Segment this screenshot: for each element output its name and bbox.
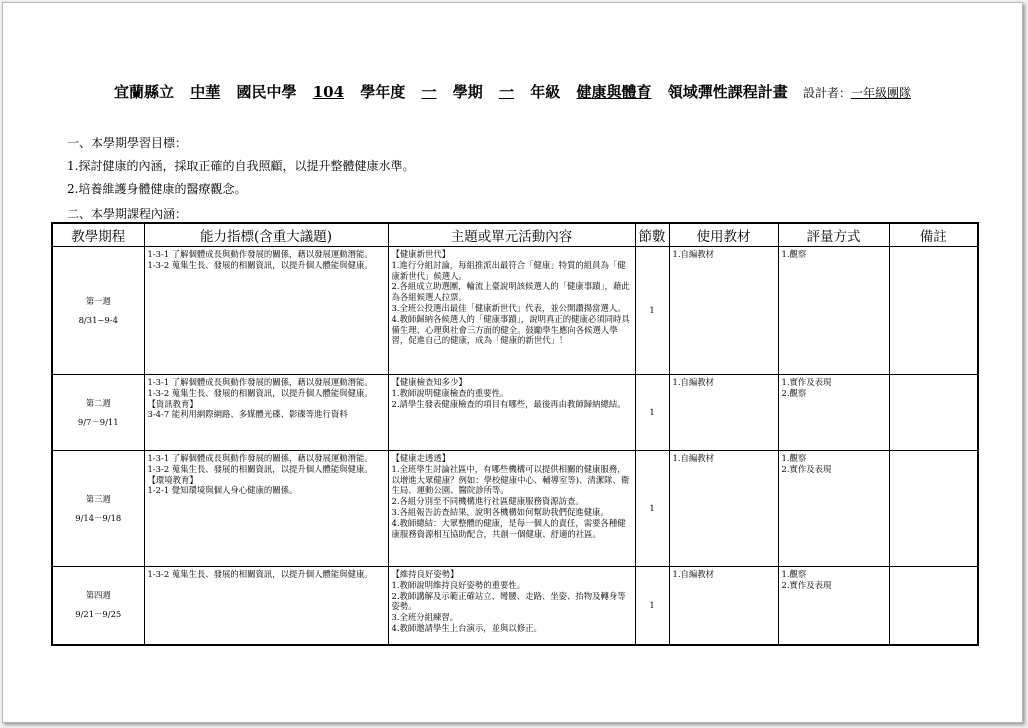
date-range: 8/31~9-4 (78, 314, 118, 325)
table-row (52, 375, 978, 451)
title-year-label: 學年度 (360, 83, 406, 101)
date-range: 9/14－9/18 (75, 512, 122, 523)
table-row (52, 451, 978, 567)
activity-line: 2.各組成立助選團，輪流上臺說明該候選人的「健康事蹟」，藉此為各組候選人拉票。 (391, 281, 630, 303)
indicator-line: 1-3-2 蒐集生長、發展的相關資訊，以提升個人體能與健康。 (147, 259, 373, 270)
sessions-cell: 1 (635, 451, 669, 567)
notes-cell (889, 451, 978, 567)
title-semester: 一 (421, 83, 437, 101)
materials-text: 1.自編教材 (672, 569, 714, 579)
header-notes: 備註 (889, 223, 978, 247)
indicator-line: 1-3-2 蒐集生長、發展的相關資訊，以提升個人體能與健康。 (147, 387, 373, 398)
header-period: 教學期程 (52, 223, 144, 247)
sessions-cell: 1 (635, 567, 669, 645)
document-page (2, 2, 1023, 723)
period-cell (52, 451, 144, 567)
activity-line: 【健康檢查知多少】 (391, 377, 467, 387)
goals-heading: 一、本學期學習目標： (67, 136, 188, 150)
period-cell (52, 567, 144, 645)
activity-line: 1.全班學生討論社區中，有哪些機構可以提供相關的健康服務，以增進大眾健康？例如：學校健康中心、輔導室等)、清潔隊、衛生局、運動公園、醫院診所等。 (391, 463, 630, 496)
indicator-line: 1-3-1 了解個體成長與動作發展的關係，藉以發展運動潛能。 (147, 377, 373, 387)
assessment-line: 1.觀察 (781, 453, 807, 463)
activity-line: 【維持良好姿勢】 (391, 569, 459, 579)
plan-title (3, 81, 1022, 102)
sessions-cell: 1 (635, 375, 669, 451)
activity-line: 4.教師邀請學生上台演示，並與以修正。 (391, 622, 542, 633)
title-school-type: 國民中學 (236, 83, 297, 101)
assessment-cell (778, 451, 889, 567)
date-range: 9/21－9/25 (75, 609, 122, 620)
date-range: 9/7－9/11 (77, 416, 119, 427)
materials-text: 1.自編教材 (672, 249, 714, 259)
activity-line: 4.教師歸納各候選人的「健康事蹟」，說明真正的健康必須同時具備生理、心理與社會三方面的健全。鼓勵學生應向各候選人學習，促進自己的健康，成為「健康的新世代」！ (391, 313, 630, 346)
assessment-line: 1.觀察 (781, 569, 807, 579)
activity-line: 4.教師總結：大眾整體的健康，是每一個人的責任，需要各種健康服務資源相互協助配合，共創一個健康、舒適的社區。 (391, 517, 626, 539)
indicators-cell (144, 375, 388, 451)
assessment-cell (778, 567, 889, 645)
activity-line: 2.教師講解及示範正確站立、彎腰、走路、坐姿、抬物及轉身等姿勢。 (391, 590, 626, 612)
activity-line: 1.教師說明維持良好姿勢的重要性。 (391, 579, 526, 590)
assessment-line: 2.實作及表現 (781, 463, 832, 474)
designer-name: 一年級團隊 (851, 86, 912, 100)
table-header-row (52, 223, 978, 247)
course-plan-table (51, 222, 979, 646)
designer-label: 設計者： (803, 86, 852, 100)
activities-cell (388, 451, 635, 567)
notes-cell (889, 567, 978, 645)
assessment-line: 2.觀察 (781, 387, 807, 398)
header-activities: 主題或單元活動內容 (388, 223, 635, 247)
header-indicators: 能力指標(含重大議題) (144, 223, 388, 247)
goal-item: 2.培養維護身體健康的醫療觀念。 (67, 182, 247, 196)
title-year: 104 (312, 83, 345, 101)
activity-line: 【健康新世代】 (391, 249, 451, 259)
period-cell (52, 375, 144, 451)
designer (803, 86, 911, 100)
activities-cell (388, 375, 635, 451)
indicator-line: 1-3-1 了解個體成長與動作發展的關係，藉以發展運動潛能。 (147, 249, 373, 259)
header-sessions: 節數 (635, 223, 669, 247)
indicator-line: 3-4-7 能利用網際網路、多媒體光碟、影碟等進行資料 (147, 409, 348, 420)
title-grade: 一 (499, 83, 515, 101)
assessment-cell (778, 375, 889, 451)
activity-line: 3.各組報告訪查結果，說明各機構如何幫助我們促進健康。 (391, 506, 609, 517)
period-cell (52, 247, 144, 375)
header-materials: 使用教材 (669, 223, 778, 247)
title-semester-label: 學期 (452, 83, 483, 101)
indicator-line: 【資訊教育】 (147, 398, 198, 409)
indicators-cell (144, 567, 388, 645)
activity-line: 【健康走透透】 (391, 453, 451, 463)
activity-line: 1.進行分組討論，每組推派出最符合「健康」特質的組員為「健康新世代」候選人。 (391, 259, 626, 281)
indicators-cell (144, 451, 388, 567)
notes-cell (889, 375, 978, 451)
week-label: 第一週 (85, 295, 111, 306)
assessment-line: 1.實作及表現 (781, 377, 832, 387)
indicator-line: 1-3-2 蒐集生長、發展的相關資訊，以提升個人體能與健康。 (147, 463, 373, 474)
content-heading: 二、本學期課程內涵： (67, 207, 188, 221)
indicators-cell (144, 247, 388, 375)
indicator-line: 1-3-2 蒐集生長、發展的相關資訊，以提升個人體能與健康。 (147, 569, 373, 579)
table-row (52, 247, 978, 375)
title-county: 宜蘭縣立 (113, 83, 174, 101)
table-row (52, 567, 978, 645)
activity-line: 3.全班分組練習。 (391, 612, 459, 623)
materials-cell (669, 375, 778, 451)
title-grade-label: 年級 (530, 83, 561, 101)
notes-cell (889, 247, 978, 375)
activity-line: 2.請學生發表健康檢查的項目有哪些，最後再由教師歸納總結。 (391, 398, 626, 409)
activity-line: 2.各組分別至不同機構進行社區健康服務資源訪查。 (391, 496, 584, 507)
materials-text: 1.自編教材 (672, 377, 714, 387)
indicator-line: 1-2-1 覺知環境與個人身心健康的關係。 (147, 485, 298, 496)
materials-cell (669, 247, 778, 375)
title-domain: 健康與體育 (576, 83, 652, 101)
title-school-name: 中華 (190, 83, 221, 101)
activity-line: 1.教師說明健康檢查的重要性。 (391, 387, 509, 398)
assessment-line: 1.觀察 (781, 249, 807, 259)
indicator-line: 1-3-1 了解個體成長與動作發展的關係，藉以發展運動潛能。 (147, 453, 373, 463)
materials-cell (669, 451, 778, 567)
activity-line: 3.全班公投選出最佳「健康新世代」代表，並公開讚揚當選人。 (391, 302, 626, 313)
materials-text: 1.自編教材 (672, 453, 714, 463)
assessment-cell (778, 247, 889, 375)
activities-cell (388, 247, 635, 375)
week-label: 第四週 (85, 590, 111, 601)
assessment-line: 2.實作及表現 (781, 579, 832, 590)
header-assessment: 評量方式 (778, 223, 889, 247)
week-label: 第二週 (85, 397, 111, 408)
materials-cell (669, 567, 778, 645)
indicator-line: 【環境教育】 (147, 474, 198, 485)
goal-item: 1.探討健康的內涵，採取正確的自我照顧，以提升整體健康水準。 (67, 159, 415, 173)
sessions-cell: 1 (635, 247, 669, 375)
title-domain-label: 領域彈性課程計畫 (667, 83, 788, 101)
activities-cell (388, 567, 635, 645)
week-label: 第三週 (85, 493, 111, 504)
